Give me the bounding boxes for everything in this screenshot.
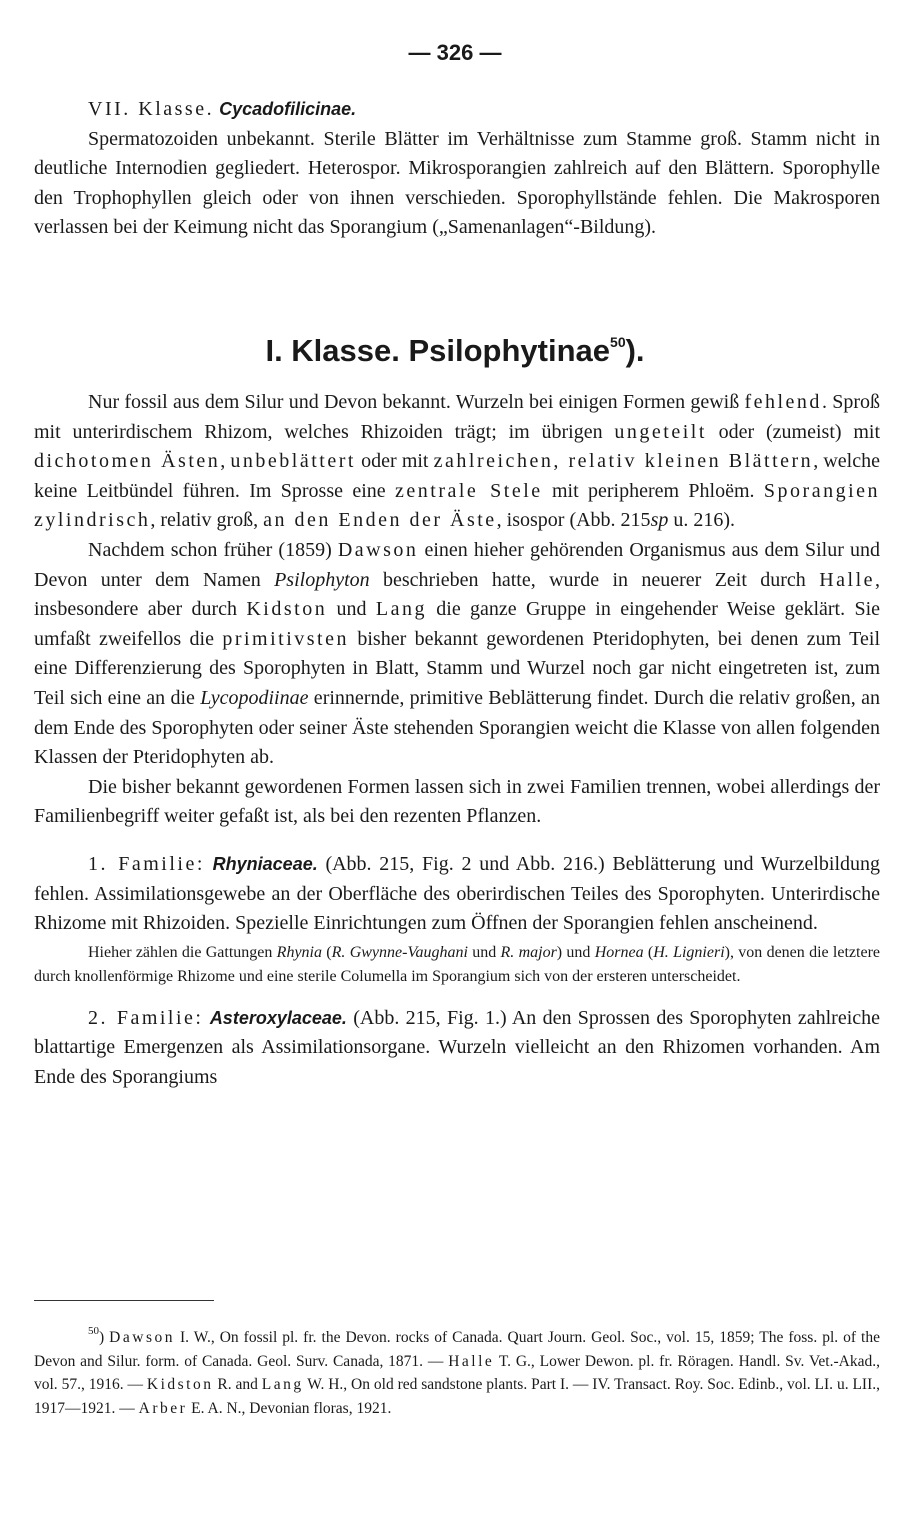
p1-italic-r: sp xyxy=(650,509,669,532)
taxon-psilophyton: Psilophyton xyxy=(274,568,370,591)
taxon-r-gwynne-vaughani: R. Gwynne-Vaughani xyxy=(331,943,468,961)
p2-text-m: bisher bekannt gewordenen Pteridophyten, bei denen zum Teil eine Differenzierung des Sporophyten in Blatt, Stamm und Wurzel noch gar nicht eingetreten ist, zum Teil sich eine an die xyxy=(34,627,880,709)
fn-author-halle: Halle xyxy=(448,1352,495,1370)
family-1-name: Rhyniaceae. xyxy=(212,853,318,874)
p1-spaced-h: unbeblättert xyxy=(230,450,356,473)
taxon-rhynia: Rhynia xyxy=(276,943,322,961)
p2-text-e: beschrieben hatte, wurde in neuerer Zeit durch xyxy=(369,568,820,591)
p1-text-o: , relativ groß, xyxy=(150,509,264,532)
class-heading xyxy=(0,333,910,369)
p1-text-i: oder mit xyxy=(355,450,434,473)
note-text-c: ( xyxy=(322,943,332,961)
p1-text-q: , isospor (Abb. 215 xyxy=(496,509,651,532)
fn-author-lang: Lang xyxy=(261,1376,304,1394)
fn-text-k: E. A. N., Devonian floras, 1921. xyxy=(187,1399,392,1417)
p1-spaced-b: fehlend xyxy=(744,391,822,413)
family-1-text: (Abb. 215, Fig. 2 und Abb. 216.) Beblätterung und Wurzelbildung fehlen. Assimilationsgewebe an der Oberfläche des oberirdischen Teiles des Sporophyten. Unterirdische Rhizome mit Rhizoiden. Spezielle Einrichtungen zum Öffnen der Sporangien fehlen anscheinend. xyxy=(34,852,880,935)
class-heading-end: ). xyxy=(625,333,645,368)
p1-spaced-l: zentrale Stele xyxy=(395,479,543,502)
footnote-text xyxy=(34,1320,880,1420)
p1-text-s: u. 216). xyxy=(668,509,736,532)
p1-spaced-n: Sporangien zylindrisch xyxy=(34,479,880,532)
family-1-note xyxy=(34,941,880,990)
fn-author-arber: Arber xyxy=(138,1399,188,1417)
taxon-lycopodiinae: Lycopodiinae xyxy=(200,686,309,709)
p1-text-c: . Sproß mit unterirdischem Rhizom, welches Rhizoiden trägt; im übrigen xyxy=(34,391,880,443)
fn-text-i: W. H., On old red sandstone plants. Part I. — IV. Transact. Roy. Soc. Edinb., vol. LI. u. LII., 1917—1921. — xyxy=(34,1376,881,1417)
p1-text-m: mit peripherem Phloëm. xyxy=(542,479,764,502)
fn-text-a: ) xyxy=(99,1329,110,1346)
footnote-rule xyxy=(34,1300,214,1301)
class-heading-title: I. Klasse. Psilophytinae xyxy=(265,333,611,368)
section-7-text: Spermatozoiden unbekannt. Sterile Blätter im Verhältnisse zum Stamme groß. Stamm nicht in deutliche Internodien gegliedert. Heterospor. Mikrosporangien zahlreich auf den Blättern. Sporophylle den Trophophyllen gleich oder von ihnen verschieden. Sporophyllstände fehlen. Die Makrosporen verlassen bei der Keimung nicht das Sporangium („Samenanlagen“-Bildung). xyxy=(34,127,880,239)
p2-text-g: , insbesondere aber durch xyxy=(34,568,880,621)
family-1-label: 1. Familie: xyxy=(88,852,205,875)
fn-author-kidston: Kidston xyxy=(146,1376,214,1394)
family-2-label: 2. Familie: xyxy=(88,1006,204,1029)
note-text-i: ( xyxy=(643,943,654,961)
family-2-text: (Abb. 215, Fig. 1.) An den Sprossen des Sporophyten zahlreiche blattartige Emergenzen als Assimilationsorgane. Wurzeln vielleicht an den Rhizomen vorhanden. Am Ende des Sporangiums xyxy=(34,1006,881,1088)
paragraph-1 xyxy=(34,388,880,536)
author-dawson: Dawson xyxy=(337,538,419,561)
family-2-name: Asteroxylaceae. xyxy=(209,1007,347,1028)
section-7-name: Cycadofilicinae. xyxy=(219,99,357,119)
class-heading-ref: 50 xyxy=(610,334,626,350)
page-number: — 326 — xyxy=(408,40,502,65)
author-kidston: Kidston xyxy=(246,598,328,621)
taxon-r-major: R. major xyxy=(500,943,557,961)
main-body xyxy=(34,388,880,1092)
section-7 xyxy=(34,95,880,243)
fn-text-g: R. and xyxy=(213,1376,262,1394)
p2-text-o: erinnernde, primitive Beblätterung findet. Durch die relativ großen, an dem Ende des Sporophyten oder seiner Äste stehenden Sporangien weicht die Klasse von allen folgenden Klassen der Pteridophyten ab. xyxy=(34,686,880,769)
p1-text-g: , xyxy=(220,450,231,473)
p1-spaced-j: zahlreichen, relativ kleinen Blättern xyxy=(433,450,814,473)
author-lang: Lang xyxy=(375,598,427,621)
p2-text-k: die ganze Gruppe in eingehender Weise geklärt. Sie umfaßt zweifellos die xyxy=(34,598,880,650)
footnote xyxy=(34,1320,880,1420)
family-1 xyxy=(34,850,880,939)
p2-text-a: Nachdem schon früher (1859) xyxy=(88,538,338,561)
p1-spaced-d: ungeteilt xyxy=(614,420,707,443)
note-text-k: ), von denen die letztere durch knollenförmige Rhizome und eine sterile Columella im Sporangium sich von der ersteren unterscheidet. xyxy=(34,943,880,986)
p1-text-k: , welche keine Leitbündel führen. Im Sprosse eine xyxy=(34,450,880,502)
fn-author-dawson: Dawson xyxy=(109,1329,175,1346)
p1-text-a: Nur fossil aus dem Silur und Devon bekannt. Wurzeln bei einigen Formen gewiß xyxy=(88,391,745,413)
fn-text-e: T. G., Lower Dewon. pl. fr. Röragen. Handl. Sv. Vet.-Akad., vol. 57., 1916. — xyxy=(34,1352,880,1394)
footnote-number: 50 xyxy=(88,1325,99,1337)
author-halle: Halle xyxy=(819,568,875,591)
paragraph-3: Die bisher bekannt gewordenen Formen lassen sich in zwei Familien trennen, wobei allerdings der Familienbegriff weiter gefaßt ist, als bei den rezenten Pflanzen. xyxy=(34,775,880,828)
p1-text-e: oder (zumeist) mit xyxy=(706,420,881,443)
section-7-label: VII. Klasse. xyxy=(88,98,215,120)
family-2 xyxy=(34,1004,880,1093)
note-text-e: und xyxy=(467,943,501,961)
p2-text-c: einen hieher gehörenden Organismus aus dem Silur und Devon unter dem Namen xyxy=(34,538,880,591)
section-7-heading xyxy=(34,95,880,125)
paragraph-2 xyxy=(34,536,880,773)
taxon-hornea: Hornea xyxy=(594,943,644,961)
p2-spaced-l: primitivsten xyxy=(222,627,349,650)
taxon-h-lignieri: H. Lignieri xyxy=(653,943,725,961)
p1-spaced-f: dichotomen Ästen xyxy=(34,450,221,473)
fn-text-c: I. W., On fossil pl. fr. the Devon. rocks of Canada. Quart Journ. Geol. Soc., vol. 15, 1859; The foss. pl. of the Devon and Silur. form. of Canada. Geol. Surv. Canada, 1871. — xyxy=(34,1329,880,1370)
p1-spaced-p: an den Enden der Äste xyxy=(263,509,497,532)
note-text-a: Hieher zählen die Gattungen xyxy=(88,943,277,961)
note-text-g: ) und xyxy=(556,943,595,961)
p2-text-i: und xyxy=(327,598,376,621)
